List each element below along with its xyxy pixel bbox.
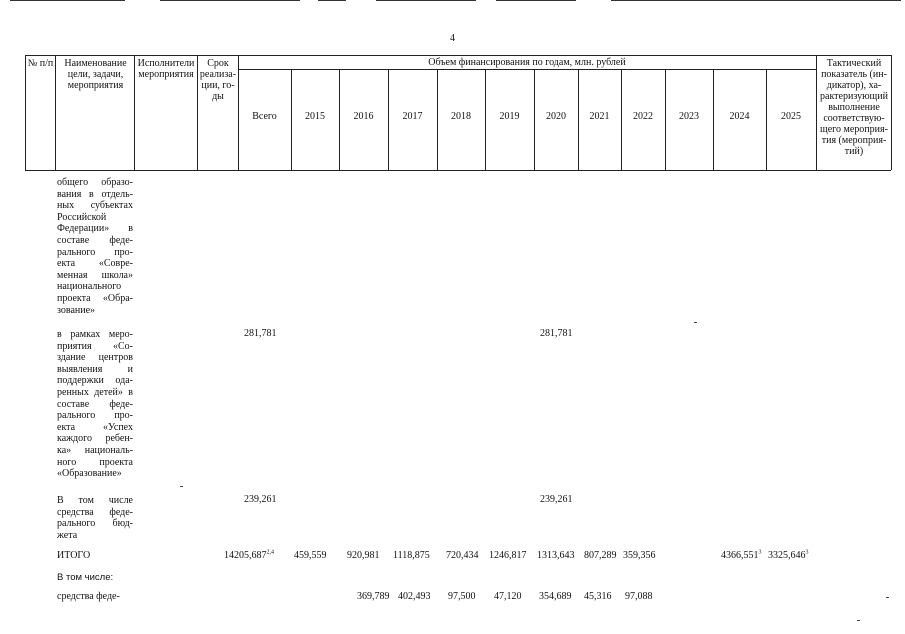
header-number: № п/п — [27, 58, 54, 69]
cell-2017: 402,493 — [398, 591, 431, 602]
header-year: 2024 — [729, 111, 750, 122]
cell-2022: 97,088 — [625, 591, 653, 602]
page-number: 4 — [450, 33, 455, 44]
total-value: 14205,687 — [224, 550, 267, 561]
task-text: В том числе средства феде- рального бюд- жета — [57, 495, 133, 541]
header-year: 2021 — [589, 111, 610, 122]
cell-2016: 369,789 — [357, 591, 390, 602]
cell-2015: 459,559 — [294, 550, 327, 561]
cell-2020: 1313,643 — [537, 550, 575, 561]
cell-2020: 281,781 — [540, 328, 573, 339]
value-2024: 4366,551 — [721, 550, 759, 561]
header-year: 2016 — [353, 111, 374, 122]
header-indicator: Тактический показатель (ин- дикатор), ха- рактеризующий выполнение соответствую- щего мероприя- тия (мероприя- тий) — [820, 58, 888, 157]
footnote-mark: 3 — [805, 549, 809, 556]
cell-2019: 1246,817 — [489, 550, 527, 561]
cell-2020: 239,261 — [540, 494, 573, 505]
header-year: 2023 — [679, 111, 699, 122]
including-label: В том числе: — [57, 572, 114, 583]
footnote-mark: 2,4 — [266, 549, 274, 556]
header-name: Наименование цели, задачи, мероприятия — [64, 58, 127, 91]
cell-2016: 920,981 — [347, 550, 380, 561]
header-year: 2020 — [546, 111, 566, 122]
header-term: Срок реализа- ции, го- ды — [199, 58, 237, 102]
value-2025: 3325,646 — [768, 550, 806, 561]
header-year: 2018 — [451, 111, 471, 122]
header-year: 2022 — [633, 111, 653, 122]
scan-speck — [886, 597, 889, 598]
total-cell: 239,261 — [244, 494, 277, 505]
header-year: 2025 — [781, 111, 801, 122]
cell-2021: 807,289 — [584, 550, 617, 561]
top-rule — [376, 0, 476, 1]
cell-2021: 45,316 — [584, 591, 612, 602]
footnote-mark: 3 — [758, 549, 762, 556]
cell-2020: 354,689 — [539, 591, 572, 602]
header-year: 2017 — [402, 111, 423, 122]
cell-2024 — [721, 550, 762, 561]
task-text: общего образо- вания в отдель- ных субъектах Российской Федерации» в составе феде- рального про- екта «Совре- менная школа» национального проекта «Обра- зование» — [57, 177, 133, 316]
top-rule — [611, 0, 901, 1]
top-rule — [496, 0, 576, 1]
table-row — [0, 494, 905, 506]
scan-speck — [180, 486, 183, 487]
cell-2017: 1118,875 — [393, 550, 430, 561]
table-row — [0, 572, 905, 584]
total-cell: 281,781 — [244, 328, 277, 339]
table-row — [0, 328, 905, 340]
header-funding: Объем финансирования по годам, млн. рублей — [428, 57, 626, 68]
header-year: 2015 — [305, 111, 325, 122]
top-rule — [160, 0, 300, 1]
cell-2019: 47,120 — [494, 591, 522, 602]
cell-2018: 97,500 — [448, 591, 476, 602]
total-row — [0, 550, 905, 562]
cell-2018: 720,434 — [446, 550, 479, 561]
cell-2022: 359,356 — [623, 550, 656, 561]
scan-speck — [857, 620, 860, 621]
total-cell — [224, 550, 274, 561]
header-total: Всего — [252, 111, 277, 122]
task-text: в рамках меро- приятия «Со- здание центров выявления и поддержки ода- ренных детей» в составе феде- рального про- екта «Успех каждого ребен- ка» националь- ного проекта «Образование» — [57, 329, 133, 480]
top-rule — [10, 0, 125, 1]
federal-label: средства феде- — [57, 591, 120, 602]
top-rule — [318, 0, 346, 1]
scan-speck — [694, 322, 697, 323]
header-executors: Исполнители мероприятия — [137, 58, 195, 80]
table-row — [0, 591, 905, 603]
total-label: ИТОГО — [57, 550, 91, 561]
cell-2025 — [768, 550, 809, 561]
header-year: 2019 — [499, 111, 520, 122]
